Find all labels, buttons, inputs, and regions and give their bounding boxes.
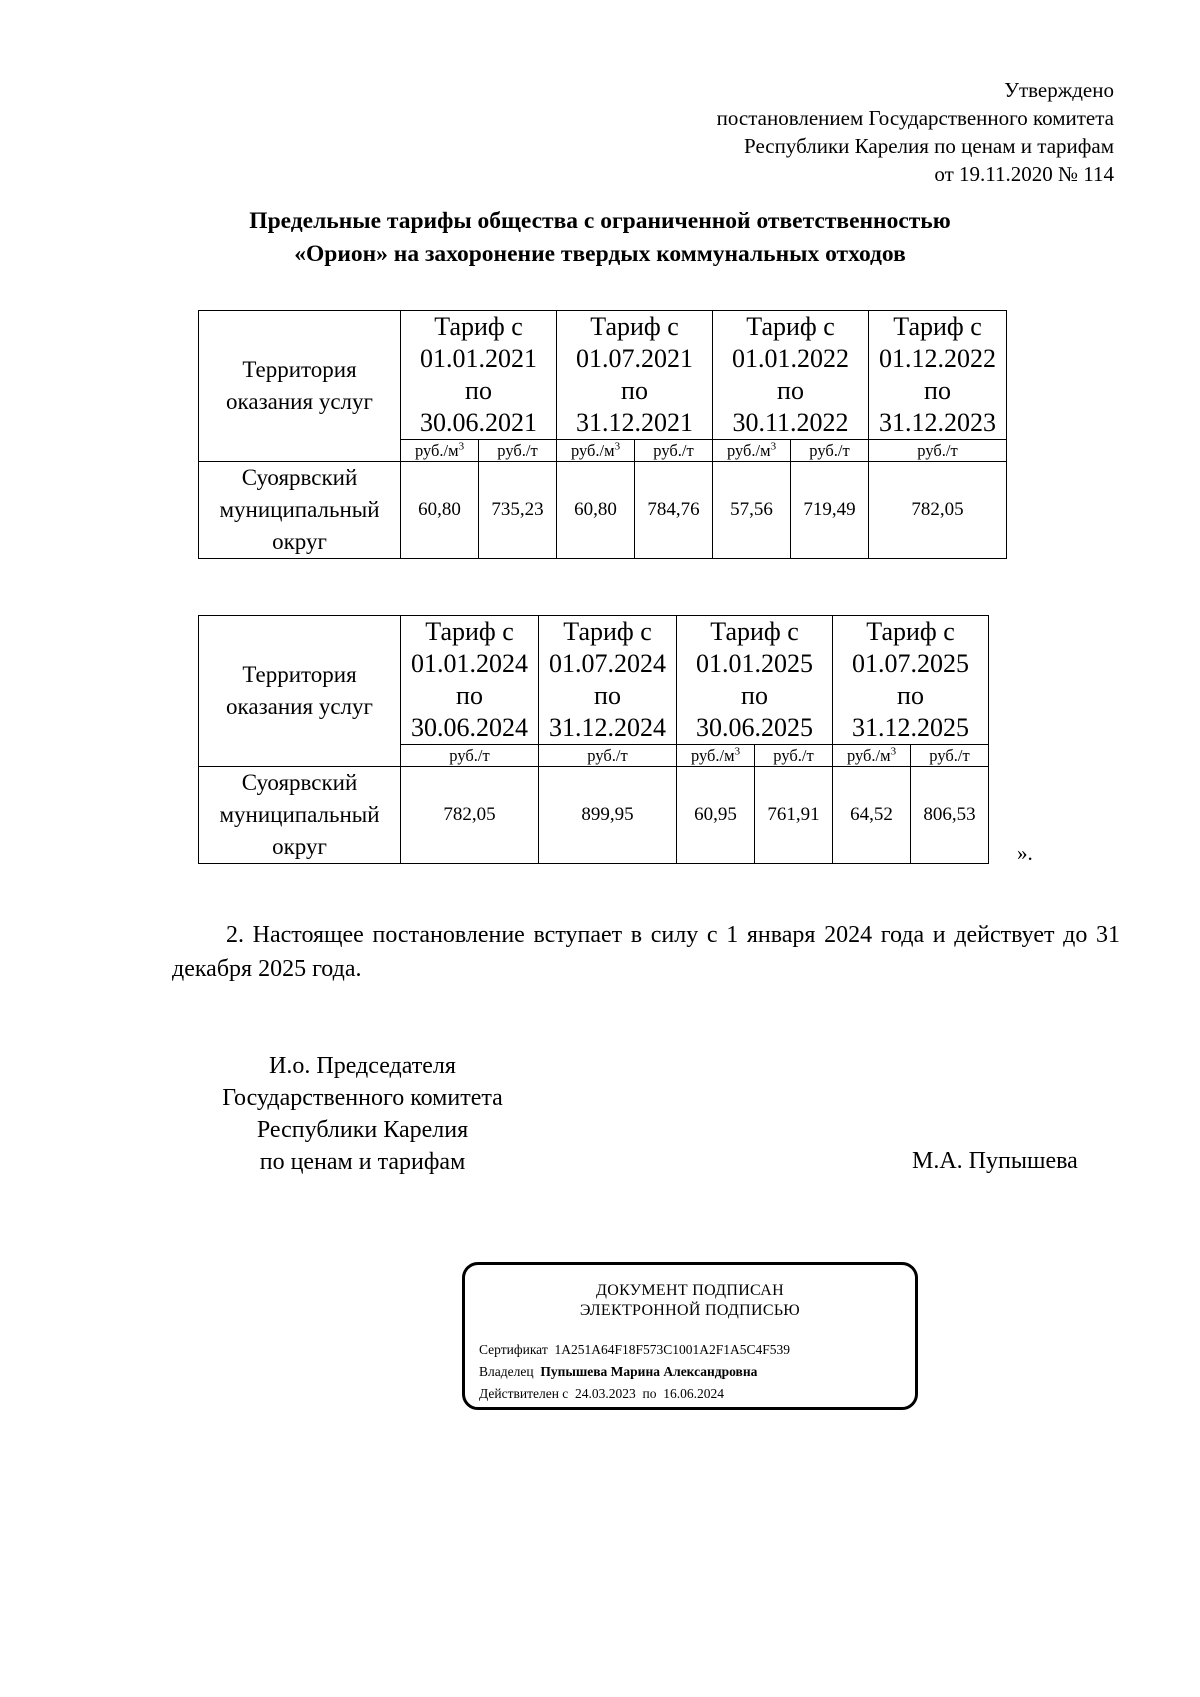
period-header bbox=[557, 311, 713, 440]
period-line: 30.06.2024 bbox=[411, 713, 528, 742]
period-line: по bbox=[465, 376, 492, 405]
period-line: 01.01.2022 bbox=[732, 344, 849, 373]
unit-label: руб./м bbox=[690, 745, 735, 765]
valid-to: 16.06.2024 bbox=[663, 1386, 725, 1401]
value-cell: 57,56 bbox=[713, 462, 791, 559]
unit-superscript: 3 bbox=[770, 440, 777, 452]
period-header bbox=[401, 616, 539, 745]
unit-cell bbox=[713, 440, 791, 462]
unit-cell: руб./т bbox=[479, 440, 557, 462]
period-header bbox=[713, 311, 869, 440]
period-header bbox=[677, 616, 833, 745]
unit-superscript: 3 bbox=[614, 440, 621, 452]
clause-paragraph: 2. Настоящее постановление вступает в силу с 1 января 2024 года и действует до 31 декабря 2025 года. bbox=[172, 922, 1120, 982]
value-cell: 899,95 bbox=[539, 767, 677, 864]
period-line: Тариф с bbox=[866, 617, 955, 646]
period-line: 30.11.2022 bbox=[732, 408, 849, 437]
value-cell: 60,80 bbox=[557, 462, 635, 559]
approval-line: от 19.11.2020 № 114 bbox=[934, 162, 1114, 186]
certificate-value: 1A251A64F18F573C1001A2F1A5C4F539 bbox=[554, 1342, 791, 1357]
table-row bbox=[199, 767, 989, 864]
electronic-signature-stamp bbox=[462, 1262, 918, 1410]
value-cell: 719,49 bbox=[791, 462, 869, 559]
period-line: 01.01.2021 bbox=[420, 344, 537, 373]
signer-title-line: Республики Карелия bbox=[256, 1117, 469, 1143]
unit-label: руб./м bbox=[726, 440, 771, 460]
unit-cell bbox=[401, 440, 479, 462]
unit-cell: руб./т bbox=[635, 440, 713, 462]
period-line: Тариф с bbox=[425, 617, 514, 646]
approval-block bbox=[717, 76, 1114, 188]
row-label-line: округ bbox=[272, 834, 327, 859]
period-line: 01.07.2024 bbox=[549, 649, 666, 678]
signer-title-line: Государственного комитета bbox=[222, 1085, 503, 1111]
signer-title bbox=[180, 1050, 545, 1178]
value-cell: 60,80 bbox=[401, 462, 479, 559]
unit-cell: руб./т bbox=[791, 440, 869, 462]
unit-cell: руб./т bbox=[911, 745, 989, 767]
territory-header-line: Территория bbox=[242, 357, 357, 382]
period-line: Тариф с bbox=[434, 312, 523, 341]
tariff-table-2021-2023 bbox=[198, 310, 1007, 559]
period-line: 31.12.2025 bbox=[852, 713, 969, 742]
territory-header bbox=[199, 616, 401, 767]
value-cell: 782,05 bbox=[401, 767, 539, 864]
signer-title-line: по ценам и тарифам bbox=[259, 1149, 466, 1175]
period-line: по bbox=[456, 681, 483, 710]
period-line: по bbox=[924, 376, 951, 405]
period-line: 31.12.2021 bbox=[576, 408, 693, 437]
document-title bbox=[150, 205, 1050, 271]
unit-cell: руб./т bbox=[869, 440, 1007, 462]
period-line: 01.07.2025 bbox=[852, 649, 969, 678]
value-cell: 60,95 bbox=[677, 767, 755, 864]
title-line: Предельные тарифы общества с ограниченной ответственностью bbox=[249, 208, 951, 234]
row-label bbox=[199, 767, 401, 864]
unit-cell bbox=[677, 745, 755, 767]
row-label-line: муниципальный bbox=[219, 497, 380, 522]
territory-header-line: оказания услуг bbox=[226, 389, 373, 414]
valid-label: Действителен с bbox=[479, 1386, 569, 1401]
unit-superscript: 3 bbox=[890, 745, 897, 757]
period-line: Тариф с bbox=[590, 312, 679, 341]
owner-label: Владелец bbox=[479, 1364, 534, 1379]
row-label-line: Суоярвский bbox=[241, 465, 358, 490]
value-cell: 64,52 bbox=[833, 767, 911, 864]
territory-header bbox=[199, 311, 401, 462]
value-cell: 735,23 bbox=[479, 462, 557, 559]
approval-line: Республики Карелия по ценам и тарифам bbox=[744, 134, 1114, 158]
period-line: Тариф с bbox=[710, 617, 799, 646]
row-label-line: округ bbox=[272, 529, 327, 554]
period-line: 01.01.2025 bbox=[696, 649, 813, 678]
unit-superscript: 3 bbox=[734, 745, 741, 757]
tariff-table-2024-2025 bbox=[198, 615, 989, 864]
value-cell: 784,76 bbox=[635, 462, 713, 559]
certificate-label: Сертификат bbox=[479, 1342, 548, 1357]
period-line: по bbox=[594, 681, 621, 710]
period-line: по bbox=[621, 376, 648, 405]
value-cell: 782,05 bbox=[869, 462, 1007, 559]
period-line: 30.06.2025 bbox=[696, 713, 813, 742]
unit-label: руб./м bbox=[570, 440, 615, 460]
period-line: 01.12.2022 bbox=[879, 344, 996, 373]
approval-line: Утверждено bbox=[1004, 78, 1114, 102]
period-line: по bbox=[777, 376, 804, 405]
unit-label: руб./м bbox=[414, 440, 459, 460]
period-line: по bbox=[897, 681, 924, 710]
stamp-certificate-row bbox=[479, 1339, 915, 1361]
period-line: 01.01.2024 bbox=[411, 649, 528, 678]
period-line: 30.06.2021 bbox=[420, 408, 537, 437]
approval-line: постановлением Государственного комитета bbox=[716, 106, 1114, 130]
unit-cell: руб./т bbox=[401, 745, 539, 767]
table-row bbox=[199, 462, 1007, 559]
stamp-owner-row bbox=[479, 1361, 915, 1383]
period-line: 01.07.2021 bbox=[576, 344, 693, 373]
unit-superscript: 3 bbox=[458, 440, 465, 452]
unit-cell: руб./т bbox=[755, 745, 833, 767]
territory-header-line: Территория bbox=[242, 662, 357, 687]
stamp-heading-line: ЭЛЕКТРОННОЙ ПОДПИСЬЮ bbox=[579, 1302, 801, 1319]
period-line: Тариф с bbox=[893, 312, 982, 341]
period-line: Тариф с bbox=[563, 617, 652, 646]
period-header bbox=[539, 616, 677, 745]
value-cell: 806,53 bbox=[911, 767, 989, 864]
unit-cell bbox=[833, 745, 911, 767]
period-line: 31.12.2023 bbox=[879, 408, 996, 437]
stamp-details bbox=[479, 1339, 915, 1405]
row-label-line: муниципальный bbox=[219, 802, 380, 827]
period-header bbox=[833, 616, 989, 745]
value-cell: 761,91 bbox=[755, 767, 833, 864]
stamp-validity-row bbox=[479, 1383, 915, 1405]
period-line: по bbox=[741, 681, 768, 710]
valid-to-label: по bbox=[642, 1386, 657, 1401]
signer-title-line: И.о. Председателя bbox=[269, 1053, 456, 1079]
valid-from: 24.03.2023 bbox=[575, 1386, 636, 1401]
period-line: 31.12.2024 bbox=[549, 713, 666, 742]
owner-value: Пупышева Марина Александровна bbox=[540, 1364, 758, 1379]
period-header bbox=[401, 311, 557, 440]
stamp-heading bbox=[465, 1281, 915, 1321]
unit-label: руб./м bbox=[846, 745, 891, 765]
row-label bbox=[199, 462, 401, 559]
territory-header-line: оказания услуг bbox=[226, 694, 373, 719]
stamp-heading-line: ДОКУМЕНТ ПОДПИСАН bbox=[596, 1282, 784, 1299]
row-label-line: Суоярвский bbox=[241, 770, 358, 795]
title-line: «Орион» на захоронение твердых коммунальных отходов bbox=[294, 241, 906, 267]
period-line: Тариф с bbox=[746, 312, 835, 341]
period-header bbox=[869, 311, 1007, 440]
unit-cell bbox=[557, 440, 635, 462]
unit-cell: руб./т bbox=[539, 745, 677, 767]
signer-name: М.А. Пупышева bbox=[912, 1148, 1078, 1174]
closing-quote: ». bbox=[1017, 841, 1033, 865]
